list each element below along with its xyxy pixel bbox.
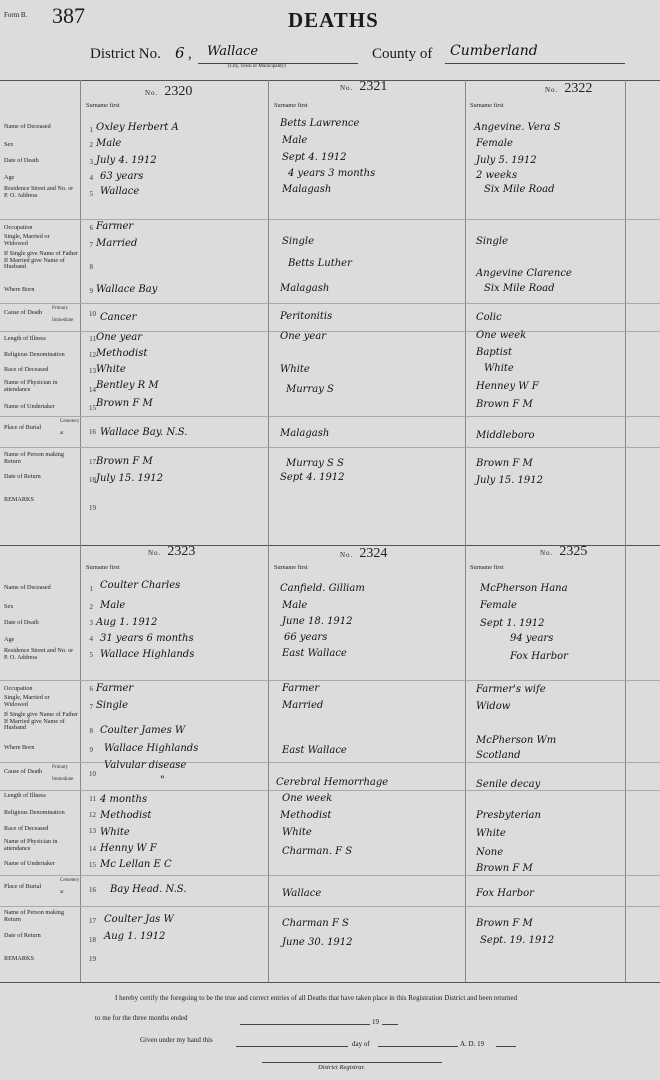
page-title: DEATHS (288, 8, 379, 32)
town-name: Wallace (207, 44, 259, 59)
entry-no-2322: No. 2322 (545, 81, 593, 96)
certify-text: I hereby certify the foregoing to be the true and correct entries of all Deaths that have taken place in this Registration District and been returned (115, 994, 518, 1002)
day-of-text: day of (352, 1040, 370, 1048)
entry-no-2320: No. 2320 (145, 84, 193, 99)
district-number: 6 (175, 44, 185, 62)
form-label: Form B. (4, 11, 28, 19)
county-name: Cumberland (450, 43, 538, 59)
register-page: Form B. 387 DEATHS District No. 6 , Wallace (City, Town or Municipality) County of Cumberland No. 2320 No. 2321 No. 2322 No. 2323 No. 2324 No. 2325 Surname first Surname first Surname first Surname first Surname first Surname first Name of Deceased Sex Date of Death Age Residence Street and No. or P. O. Address Occupation Single, Married or Widowed If Single give Name of Father If Married give Name of Husband Where Born Cause of Death Primary Immediate Length of Illness Religious Denomination Race of Deceased Name of Physician in attendance Name of Undertaker Place of Burial Cemetery at Name of Person making Return Date of Return REMARKS 1 2 3 4 5 6 7 8 9 10 11 12 13 14 15 16 17 18 19 Oxley Herbert A Male July 4. 1912 63 years Wallace Farmer Married Wallace Bay Cancer One year Methodist White Bentley R M Brown F M Wallace Bay. N.S. Brown F M July 15. 1912 Betts Lawrence Male Sept 4. 1912 4 years 3 months Malagash Single Betts Luther Malagash Peritonitis One year White Murray S Malagash Murray S S Sept 4. 1912 Angevine. Vera S Female July 5. 1912 2 weeks Six Mile Road Single Angevine Clarence Six Mile Road Colic One week Baptist White Henney W F Brown F M Middleboro Brown F M July 15. 1912 Name of Deceased Sex Date of Death Age Residence Street and No. or P. O. Address Occupation Single, Married or Widowed If Single give Name of Father If Married give Name of Husband Where Born Cause of Death Primary Immediate Length of Illness Religious Denomination Race of Deceased Name of Physician in attendance Name of Undertaker Place of Burial Cemetery at Name of Person making Return Date of Return REMARKS 1 2 3 4 5 6 7 8 9 10 11 12 13 14 15 16 17 18 19 Coulter Charles Male Aug 1. 1912 31 years 6 months Wallace Highlands Farmer Single Coulter James W Wallace Highlands Valvular disease " 4 months Methodist White Henny W F Mc Lellan E C Bay Head. N.S. Coulter Jas W Aug 1. 1912 Canfield. Gilliam Male June 18. 1912 66 years East Wallace Farmer Married East Wallace Cerebral Hemorrhage One week Methodist White Charman. F S Wallace Charman F S June 30. 1912 McPherson Hana Female Sept 1. 1912 94 years Fox Harbor Farmer's wife Widow McPherson Wm Scotland Senile decay Presbyterian White None Brown F M Fox Harbor Brown F M Sept. 19. 1912 I hereby certify the foregoing to be the true and correct entries of all Deaths that have taken place in this Registration District and been returned to me for the three months ended 19 Given under my hand this day of A. D. 19 District Registrar. (0, 0, 660, 1080)
district-label: District No. (90, 46, 161, 62)
year-prefix-1: 19 (372, 1018, 379, 1026)
page-number: 387 (52, 3, 85, 28)
ad-text: A. D. 19 (460, 1040, 485, 1048)
entry-no-2321: No. 2321 (340, 79, 388, 94)
three-months-text: to me for the three months ended (95, 1014, 188, 1022)
town-caption: (City, Town or Municipality) (228, 64, 286, 69)
entry-no-2323: No. 2323 (148, 544, 196, 559)
county-label: County of (372, 46, 433, 62)
given-under-text: Given under my hand this (140, 1036, 213, 1044)
entry-no-2324: No. 2324 (340, 546, 388, 561)
entry-no-2325: No. 2325 (540, 544, 588, 559)
registrar-caption: District Registrar. (318, 1064, 365, 1071)
